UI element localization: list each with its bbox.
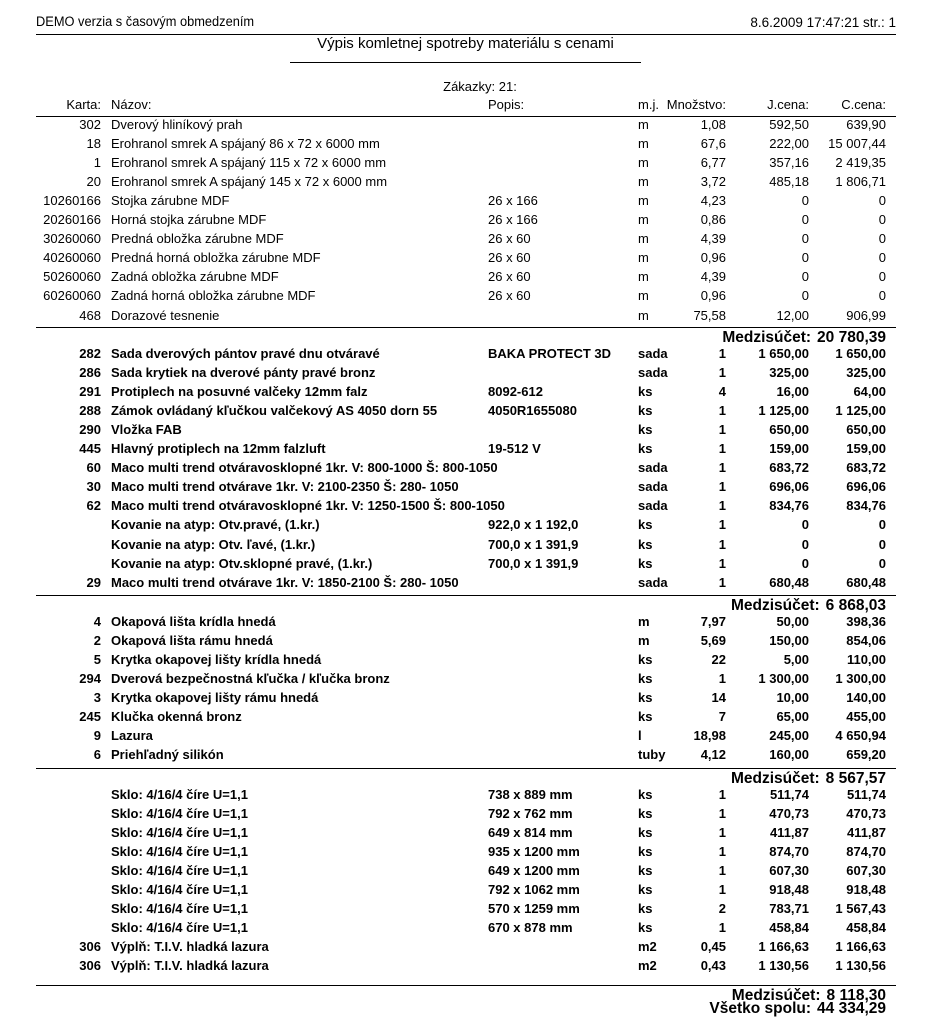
col-header-mj: m.j. (638, 97, 659, 112)
cell-mnozstvo: 1 (718, 575, 726, 590)
cell-jcena: 222,00 (769, 136, 809, 151)
cell-jcena: 5,00 (783, 652, 809, 667)
cell-ccena: 411,87 (846, 825, 886, 840)
col-header-ccena: C.cena: (841, 97, 886, 112)
cell-jcena: 0 (801, 193, 809, 208)
cell-mnozstvo: 1 (718, 825, 726, 840)
cell-jcena: 1 300,00 (758, 671, 809, 686)
cell-mnozstvo: 0,96 (700, 250, 726, 265)
cell-nazov: Maco multi trend otváravosklopné 1kr. V: 800-1000 Š: 800-1050 (111, 460, 498, 475)
cell-jcena: 650,00 (769, 422, 809, 437)
cell-mj: ks (638, 709, 653, 724)
cell-nazov: Hlavný protiplech na 12mm falzluft (111, 441, 326, 456)
grand-total-value: 44 334,29 (817, 1000, 886, 1017)
cell-jcena: 458,84 (769, 920, 809, 935)
cell-nazov: Maco multi trend otváravosklopné 1kr. V: 1250-1500 Š: 800-1050 (111, 498, 505, 513)
cell-jcena: 50,00 (776, 614, 809, 629)
cell-ccena: 834,76 (846, 498, 886, 513)
cell-jcena: 485,18 (769, 174, 809, 189)
cell-jcena: 325,00 (769, 365, 809, 380)
cell-ccena: 1 650,00 (835, 346, 886, 361)
cell-mj: ks (638, 863, 653, 878)
cell-ccena: 1 166,63 (835, 939, 886, 954)
cell-nazov: Dorazové tesnenie (111, 308, 220, 323)
cell-jcena: 0 (801, 269, 809, 284)
cell-ccena: 650,00 (846, 422, 886, 437)
col-header-jcena: J.cena: (767, 97, 809, 112)
col-header-mnozstvo: Množstvo: (666, 97, 726, 112)
cell-ccena: 0 (878, 231, 886, 246)
cell-mnozstvo: 1 (718, 346, 726, 361)
cell-popis: 649 x 1200 mm (488, 863, 580, 878)
cell-ccena: 0 (878, 517, 886, 532)
cell-mj: ks (638, 537, 653, 552)
cell-karta: 5 (93, 652, 101, 667)
cell-mj: m2 (638, 939, 657, 954)
cell-nazov: Zadná horná obložka zárubne MDF (111, 288, 316, 303)
cell-jcena: 470,73 (769, 806, 809, 821)
cell-mnozstvo: 6,77 (700, 155, 726, 170)
cell-karta: 9 (93, 728, 101, 743)
cell-mj: m (638, 174, 649, 189)
cell-mj: ks (638, 920, 653, 935)
cell-karta: 6 (93, 747, 101, 762)
cell-jcena: 0 (801, 288, 809, 303)
cell-jcena: 150,00 (769, 633, 809, 648)
cell-ccena: 0 (878, 212, 886, 227)
cell-mj: ks (638, 844, 653, 859)
cell-nazov: Sklo: 4/16/4 číre U=1,1 (111, 844, 248, 859)
cell-karta: 4 (93, 614, 101, 629)
cell-ccena: 639,90 (846, 117, 886, 132)
cell-ccena: 696,06 (846, 479, 886, 494)
cell-mj: m (638, 288, 649, 303)
cell-nazov: Sklo: 4/16/4 číre U=1,1 (111, 901, 248, 916)
cell-popis: 670 x 878 mm (488, 920, 573, 935)
cell-ccena: 1 806,71 (835, 174, 886, 189)
subtotal-label: Medzisúčet: (730, 597, 820, 614)
cell-popis: 26 x 60 (488, 231, 531, 246)
cell-mj: ks (638, 901, 653, 916)
cell-ccena: 918,48 (846, 882, 886, 897)
cell-jcena: 0 (801, 212, 809, 227)
cell-mnozstvo: 1 (718, 441, 726, 456)
cell-mj: m (638, 308, 649, 323)
cell-karta: 306 (79, 939, 101, 954)
cell-jcena: 0 (801, 537, 809, 552)
cell-nazov: Zadná obložka zárubne MDF (111, 269, 279, 284)
cell-mnozstvo: 4,23 (700, 193, 726, 208)
cell-popis: 26 x 60 (488, 250, 531, 265)
cell-mnozstvo: 1 (718, 422, 726, 437)
cell-ccena: 607,30 (846, 863, 886, 878)
cell-mj: ks (638, 517, 653, 532)
subtotal (722, 329, 886, 347)
subtotal-label: Medzisúčet: (722, 329, 812, 346)
subtotal-value: 8 567,57 (825, 770, 886, 787)
cell-mnozstvo: 4,39 (700, 269, 726, 284)
cell-mj: m (638, 614, 650, 629)
cell-jcena: 0 (801, 556, 809, 571)
cell-nazov: Kovanie na atyp: Otv.sklopné pravé, (1.kr.) (111, 556, 373, 571)
cell-ccena: 2 419,35 (835, 155, 886, 170)
cell-popis: 922,0 x 1 192,0 (488, 517, 579, 532)
cell-karta: 245 (79, 709, 101, 724)
cell-mj: m (638, 136, 649, 151)
cell-nazov: Horná stojka zárubne MDF (111, 212, 267, 227)
cell-mnozstvo: 75,58 (693, 308, 726, 323)
cell-mnozstvo: 4 (718, 384, 726, 399)
grand-total (709, 1000, 886, 1018)
cell-mj: ks (638, 422, 653, 437)
section-divider (36, 985, 896, 986)
cell-jcena: 10,00 (776, 690, 809, 705)
cell-nazov: Sklo: 4/16/4 číre U=1,1 (111, 863, 248, 878)
cell-ccena: 659,20 (846, 747, 886, 762)
cell-ccena: 874,70 (846, 844, 886, 859)
cell-ccena: 470,73 (846, 806, 886, 821)
cell-mj: ks (638, 671, 653, 686)
cell-mnozstvo: 1 (718, 671, 726, 686)
cell-mj: ks (638, 403, 653, 418)
subtotal-label: Medzisúčet: (730, 770, 820, 787)
cell-mj: sada (638, 346, 668, 361)
cell-mj: m (638, 633, 650, 648)
orders-label: Zákazky: 21: (443, 79, 517, 94)
cell-popis: 8092-612 (488, 384, 543, 399)
cell-popis: 700,0 x 1 391,9 (488, 556, 579, 571)
cell-karta: 60260060 (43, 288, 101, 303)
cell-mj: ks (638, 690, 653, 705)
cell-mj: l (638, 728, 642, 743)
cell-karta: 288 (79, 403, 101, 418)
section-divider (36, 595, 896, 596)
cell-popis: 570 x 1259 mm (488, 901, 580, 916)
cell-jcena: 683,72 (769, 460, 809, 475)
cell-mj: tuby (638, 747, 666, 762)
cell-karta: 445 (79, 441, 101, 456)
cell-ccena: 680,48 (846, 575, 886, 590)
cell-mnozstvo: 1 (718, 365, 726, 380)
cell-karta: 282 (79, 346, 101, 361)
cell-karta: 2 (93, 633, 101, 648)
col-header-nazov: Názov: (111, 97, 152, 112)
cell-jcena: 65,00 (776, 709, 809, 724)
cell-karta: 291 (79, 384, 101, 399)
cell-nazov: Sada krytiek na dverové pánty pravé bronz (111, 365, 376, 380)
subtotal-label: Medzisúčet: (731, 987, 821, 1004)
cell-ccena: 110,00 (846, 652, 886, 667)
cell-mj: ks (638, 652, 653, 667)
subtotal (731, 770, 886, 788)
cell-nazov: Sklo: 4/16/4 číre U=1,1 (111, 882, 248, 897)
cell-nazov: Predná horná obložka zárubne MDF (111, 250, 321, 265)
cell-nazov: Lazura (111, 728, 153, 743)
cell-ccena: 0 (878, 537, 886, 552)
cell-mnozstvo: 14 (711, 690, 726, 705)
cell-popis: 738 x 889 mm (488, 787, 573, 802)
cell-nazov: Kovanie na atyp: Otv.pravé, (1.kr.) (111, 517, 320, 532)
cell-mj: m (638, 212, 649, 227)
cell-nazov: Erohranol smrek A spájaný 145 x 72 x 6000 mm (111, 174, 388, 189)
cell-mnozstvo: 1 (718, 556, 726, 571)
cell-mnozstvo: 4,12 (700, 747, 726, 762)
cell-ccena: 455,00 (846, 709, 886, 724)
cell-karta: 1 (93, 155, 101, 170)
cell-nazov: Sada dverových pántov pravé dnu otváravé (111, 346, 380, 361)
cell-nazov: Krytka okapovej lišty rámu hnedá (111, 690, 319, 705)
section-divider (36, 327, 896, 328)
cell-jcena: 0 (801, 250, 809, 265)
cell-ccena: 4 650,94 (835, 728, 886, 743)
cell-karta: 30260060 (43, 231, 101, 246)
cell-mj: ks (638, 556, 653, 571)
cell-mj: m2 (638, 958, 657, 973)
subtotal (731, 597, 886, 615)
cell-ccena: 0 (878, 556, 886, 571)
cell-karta: 18 (86, 136, 101, 151)
cell-nazov: Vložka FAB (111, 422, 182, 437)
cell-mnozstvo: 1 (718, 498, 726, 513)
cell-jcena: 680,48 (769, 575, 809, 590)
cell-nazov: Priehľadný silikón (111, 747, 224, 762)
cell-karta: 62 (86, 498, 101, 513)
cell-nazov: Erohranol smrek A spájaný 86 x 72 x 6000 mm (111, 136, 380, 151)
cell-ccena: 1 125,00 (835, 403, 886, 418)
cell-nazov: Sklo: 4/16/4 číre U=1,1 (111, 787, 248, 802)
cell-karta: 50260060 (43, 269, 101, 284)
subtotal-value: 20 780,39 (817, 329, 886, 346)
cell-jcena: 511,74 (769, 787, 809, 802)
cell-nazov: Výplň: T.I.V. hladká lazura (111, 958, 269, 973)
cell-ccena: 1 300,00 (835, 671, 886, 686)
cell-popis: 26 x 166 (488, 212, 538, 227)
cell-popis: 649 x 814 mm (488, 825, 573, 840)
cell-mj: m (638, 269, 649, 284)
cell-ccena: 64,00 (853, 384, 886, 399)
cell-jcena: 0 (801, 517, 809, 532)
col-header-karta: Karta: (66, 97, 101, 112)
cell-popis: 792 x 1062 mm (488, 882, 580, 897)
cell-mj: sada (638, 498, 668, 513)
cell-popis: 792 x 762 mm (488, 806, 573, 821)
cell-nazov: Erohranol smrek A spájaný 115 x 72 x 6000 mm (111, 155, 387, 170)
cell-mnozstvo: 1 (718, 844, 726, 859)
cell-nazov: Zámok ovládaný kľučkou valčekový AS 4050 dorn 55 (111, 403, 438, 418)
cell-mnozstvo: 1 (718, 863, 726, 878)
cell-mj: m (638, 155, 649, 170)
cell-karta: 29 (86, 575, 101, 590)
cell-karta: 40260060 (43, 250, 101, 265)
cell-jcena: 592,50 (769, 117, 809, 132)
cell-jcena: 245,00 (769, 728, 809, 743)
cell-ccena: 854,06 (846, 633, 886, 648)
cell-ccena: 325,00 (846, 365, 886, 380)
cell-mnozstvo: 5,69 (700, 633, 726, 648)
cell-mnozstvo: 2 (718, 901, 726, 916)
cell-nazov: Kovanie na atyp: Otv. ľavé, (1.kr.) (111, 537, 316, 552)
cell-mj: m (638, 250, 649, 265)
cell-popis: 26 x 60 (488, 269, 531, 284)
cell-ccena: 458,84 (846, 920, 886, 935)
cell-mnozstvo: 3,72 (700, 174, 726, 189)
cell-jcena: 834,76 (769, 498, 809, 513)
cell-mnozstvo: 0,43 (700, 958, 726, 973)
cell-mj: ks (638, 384, 653, 399)
report-title: Výpis komletnej spotreby materiálu s cenami (317, 35, 614, 52)
cell-mnozstvo: 0,45 (700, 939, 726, 954)
cell-mnozstvo: 1 (718, 806, 726, 821)
cell-nazov: Okapová lišta krídla hnedá (111, 614, 276, 629)
cell-mnozstvo: 18,98 (693, 728, 726, 743)
cell-karta: 468 (79, 308, 101, 323)
cell-mnozstvo: 22 (711, 652, 726, 667)
cell-jcena: 1 650,00 (758, 346, 809, 361)
cell-popis: 19-512 V (488, 441, 541, 456)
cell-mnozstvo: 1 (718, 920, 726, 935)
cell-mnozstvo: 1 (718, 403, 726, 418)
cell-jcena: 696,06 (769, 479, 809, 494)
cell-jcena: 0 (801, 231, 809, 246)
cell-nazov: Klučka okenná bronz (111, 709, 242, 724)
cell-karta: 286 (79, 365, 101, 380)
print-date-page: 8.6.2009 17:47:21 str.: 1 (750, 15, 896, 30)
col-header-popis: Popis: (488, 97, 525, 112)
cell-popis: 26 x 60 (488, 288, 531, 303)
cell-mj: ks (638, 441, 653, 456)
cell-nazov: Stojka zárubne MDF (111, 193, 230, 208)
cell-ccena: 906,99 (846, 308, 886, 323)
cell-karta: 290 (79, 422, 101, 437)
cell-mnozstvo: 1 (718, 517, 726, 532)
cell-nazov: Predná obložka zárubne MDF (111, 231, 284, 246)
cell-mj: ks (638, 787, 653, 802)
cell-mj: m (638, 117, 649, 132)
cell-ccena: 159,00 (846, 441, 886, 456)
cell-karta: 302 (79, 117, 101, 132)
demo-notice: DEMO verzia s časovým obmedzením (36, 14, 255, 29)
subtotal-value: 6 868,03 (825, 597, 886, 614)
cell-nazov: Krytka okapovej lišty krídla hnedá (111, 652, 322, 667)
cell-nazov: Dverová bezpečnostná kľučka / kľučka bronz (111, 671, 390, 686)
cell-jcena: 12,00 (776, 308, 809, 323)
cell-mnozstvo: 1 (718, 537, 726, 552)
cell-mnozstvo: 7 (718, 709, 726, 724)
grand-total-label: Všetko spolu: (709, 1000, 812, 1017)
cell-mj: ks (638, 882, 653, 897)
cell-mnozstvo: 1,08 (700, 117, 726, 132)
title-underline (290, 62, 641, 63)
cell-ccena: 683,72 (846, 460, 886, 475)
cell-ccena: 1 567,43 (835, 901, 886, 916)
cell-ccena: 0 (878, 193, 886, 208)
cell-nazov: Dverový hliníkový prah (111, 117, 243, 132)
cell-mj: m (638, 193, 649, 208)
cell-ccena: 140,00 (846, 690, 886, 705)
cell-jcena: 357,16 (769, 155, 809, 170)
cell-mnozstvo: 1 (718, 479, 726, 494)
cell-jcena: 783,71 (769, 901, 809, 916)
cell-karta: 20 (86, 174, 101, 189)
cell-popis: BAKA PROTECT 3D (488, 346, 612, 361)
cell-mj: sada (638, 365, 668, 380)
cell-mnozstvo: 1 (718, 882, 726, 897)
cell-mnozstvo: 7,97 (700, 614, 726, 629)
cell-jcena: 16,00 (776, 384, 809, 399)
cell-nazov: Okapová lišta rámu hnedá (111, 633, 273, 648)
cell-mnozstvo: 1 (718, 460, 726, 475)
cell-ccena: 15 007,44 (828, 136, 886, 151)
cell-nazov: Sklo: 4/16/4 číre U=1,1 (111, 920, 248, 935)
cell-jcena: 918,48 (769, 882, 809, 897)
cell-nazov: Maco multi trend otvárave 1kr. V: 2100-2350 Š: 280- 1050 (111, 479, 459, 494)
cell-karta: 294 (79, 671, 101, 686)
cell-ccena: 511,74 (846, 787, 886, 802)
cell-nazov: Výplň: T.I.V. hladká lazura (111, 939, 269, 954)
cell-mj: m (638, 231, 649, 246)
cell-nazov: Sklo: 4/16/4 číre U=1,1 (111, 806, 248, 821)
cell-karta: 3 (93, 690, 101, 705)
cell-mnozstvo: 0,86 (700, 212, 726, 227)
cell-ccena: 0 (878, 288, 886, 303)
cell-popis: 26 x 166 (488, 193, 538, 208)
cell-mj: sada (638, 460, 668, 475)
cell-mnozstvo: 0,96 (700, 288, 726, 303)
cell-mj: sada (638, 479, 668, 494)
cell-mj: ks (638, 806, 653, 821)
cell-jcena: 411,87 (769, 825, 809, 840)
cell-ccena: 0 (878, 250, 886, 265)
section-divider (36, 768, 896, 769)
cell-ccena: 1 130,56 (835, 958, 886, 973)
cell-jcena: 1 125,00 (758, 403, 809, 418)
cell-mj: ks (638, 825, 653, 840)
cell-ccena: 398,36 (846, 614, 886, 629)
cell-jcena: 874,70 (769, 844, 809, 859)
cell-jcena: 607,30 (769, 863, 809, 878)
cell-popis: 4050R1655080 (488, 403, 577, 418)
cell-mnozstvo: 4,39 (700, 231, 726, 246)
cell-jcena: 1 166,63 (758, 939, 809, 954)
page-header (36, 14, 853, 32)
cell-karta: 60 (86, 460, 101, 475)
cell-karta: 20260166 (43, 212, 101, 227)
cell-nazov: Protiplech na posuvné valčeky 12mm falz (111, 384, 368, 399)
cell-mnozstvo: 1 (718, 787, 726, 802)
cell-nazov: Maco multi trend otvárave 1kr. V: 1850-2100 Š: 280- 1050 (111, 575, 459, 590)
cell-karta: 30 (86, 479, 101, 494)
cell-popis: 700,0 x 1 391,9 (488, 537, 579, 552)
cell-ccena: 0 (878, 269, 886, 284)
cell-jcena: 1 130,56 (758, 958, 809, 973)
cell-nazov: Sklo: 4/16/4 číre U=1,1 (111, 825, 248, 840)
cell-mnozstvo: 67,6 (700, 136, 726, 151)
cell-popis: 935 x 1200 mm (488, 844, 580, 859)
cell-jcena: 160,00 (769, 747, 809, 762)
cell-jcena: 159,00 (769, 441, 809, 456)
cell-mj: sada (638, 575, 668, 590)
cell-karta: 306 (79, 958, 101, 973)
cell-karta: 10260166 (43, 193, 101, 208)
subtotal-value: 8 118,30 (826, 987, 886, 1004)
